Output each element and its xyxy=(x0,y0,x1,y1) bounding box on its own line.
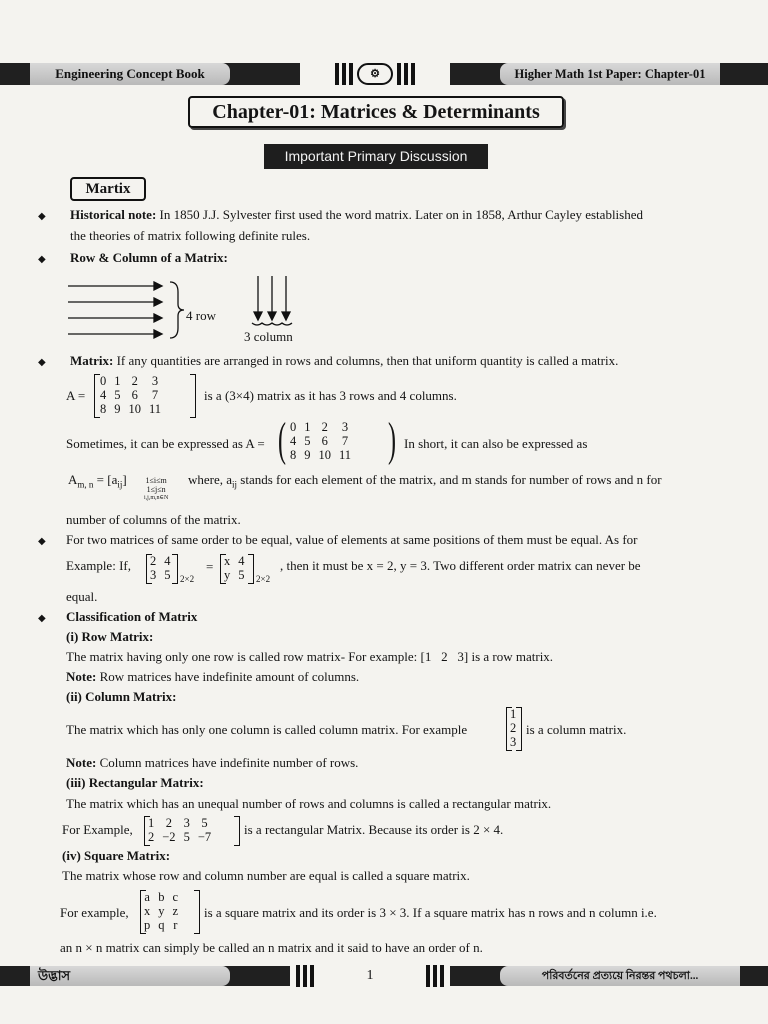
square-suffix: is a square matrix and its order is 3 × 3. If a square matrix has n rows and n column i.e. xyxy=(204,905,657,920)
historical-line2: the theories of matrix following definite rules. xyxy=(70,228,311,243)
footer-tagline: পরিবর্তনের প্রত্যয়ে নিরন্তর পথচলা... xyxy=(500,966,740,986)
header-chapter: Higher Math 1st Paper: Chapter-01 xyxy=(500,63,720,85)
section-label: Martix xyxy=(70,177,146,201)
matrix-lhs: A = xyxy=(66,388,86,403)
gear-icon: ⚙ xyxy=(357,63,393,85)
header-logo xyxy=(300,60,450,88)
row-matrix-text: The matrix having only one row is called row matrix- For example: [1 2 3] is a row matrix. xyxy=(66,649,554,664)
column-matrix-suffix: is a column matrix. xyxy=(526,722,627,737)
bracket-right xyxy=(194,890,200,934)
column-label: 3 column xyxy=(244,329,293,344)
rectangular-suffix: is a rectangular Matrix. Because its order is 2 × 4. xyxy=(244,822,504,837)
bracket-right xyxy=(190,374,196,418)
rows-columns-text: number of columns of the matrix. xyxy=(66,512,241,527)
row-matrix-note: Note: Row matrices have indefinite amount of columns. xyxy=(66,669,360,684)
matrix-definition: Matrix: If any quantities are arranged in rows and columns, then that uniform quantity is called a matrix. xyxy=(70,353,619,368)
square-prefix: For example, xyxy=(60,905,129,920)
square-matrix-example: a b c x y z p q r xyxy=(144,890,179,932)
column-matrix-title: (ii) Column Matrix: xyxy=(66,689,177,704)
row-matrix-title: (i) Row Matrix: xyxy=(66,629,154,644)
rectangular-prefix: For Example, xyxy=(62,822,133,837)
paren-left: ( xyxy=(277,413,286,466)
footer-brand: উদ্ভাস xyxy=(38,968,71,983)
bullet-icon: ◆ xyxy=(38,357,46,368)
equals-sign: = xyxy=(206,559,214,574)
equality-end: equal. xyxy=(66,589,98,604)
rectangular-matrix-example: 1 2 3 5 2 −2 5 −7 xyxy=(148,816,212,844)
sometimes-text: Sometimes, it can be expressed as A = xyxy=(66,436,265,451)
bullet-icon: ◆ xyxy=(38,211,46,222)
matrix-a-description: is a (3×4) matrix as it has 3 rows and 4 columns. xyxy=(204,388,457,403)
short-text: In short, it can also be expressed as xyxy=(404,436,588,451)
where-text: where, $a_{ij}$ stands for each element of the matrix, and m stands for number of rows and n for xyxy=(188,472,662,490)
square-line2: an n × n matrix can simply be called an n matrix and it said to have an order of n. xyxy=(60,940,483,955)
equality-line1: For two matrices of same order to be equal, value of elements at same positions of them must be equal. As for xyxy=(66,532,638,547)
equality-example-prefix: Example: If, xyxy=(66,558,131,573)
page-number: 1 xyxy=(366,968,374,983)
example-matrix-1: 2 4 3 5 xyxy=(150,554,171,582)
bullet-icon: ◆ xyxy=(38,254,46,265)
bracket-right xyxy=(234,816,240,846)
bullet-icon: ◆ xyxy=(38,613,46,624)
square-matrix-text: The matrix whose row and column number are equal is called a square matrix. xyxy=(62,868,470,883)
order-subscript: 2×2 xyxy=(256,574,271,584)
rectangular-matrix-text: The matrix which has an unequal number of rows and columns is called a rectangular matrix. xyxy=(66,796,552,811)
paren-right: ) xyxy=(387,413,396,466)
rectangular-matrix-title: (iii) Rectangular Matrix: xyxy=(66,775,204,790)
classification-heading: Classification of Matrix xyxy=(66,609,198,624)
square-matrix-title: (iv) Square Matrix: xyxy=(62,848,171,863)
row-label: 4 row xyxy=(186,308,216,323)
equality-result: , then it must be x = 2, y = 3. Two different order matrix can never be xyxy=(280,558,641,573)
footer-page-area xyxy=(290,963,450,989)
header-book-title: Engineering Concept Book xyxy=(30,63,230,85)
index-conditions: 1≤i≤m 1≤j≤n i,j,m,n∈N xyxy=(144,476,169,501)
example-matrix-2: x 4 y 5 xyxy=(224,554,245,582)
bracket-right xyxy=(516,707,522,751)
section-banner: Important Primary Discussion xyxy=(264,144,488,169)
chapter-title: Chapter-01: Matrices & Determinants xyxy=(188,96,564,128)
column-matrix-text: The matrix which has only one column is called column matrix. For example xyxy=(66,722,468,737)
rowcol-heading: Row & Column of a Matrix: xyxy=(70,250,228,265)
bullet-icon: ◆ xyxy=(38,536,46,547)
matrix-a-paren: 0 1 2 3 4 5 6 7 8 9 10 11 xyxy=(290,420,352,462)
order-subscript: 2×2 xyxy=(180,574,195,584)
column-matrix-example: 1 2 3 xyxy=(510,707,517,749)
historical-line1: Historical note: In 1850 J.J. Sylvester first used the word matrix. Later on in 1858, Arthur Cayley established xyxy=(70,207,643,222)
bracket-right xyxy=(248,554,254,584)
column-matrix-note: Note: Column matrices have indefinite number of rows. xyxy=(66,755,359,770)
bracket-right xyxy=(172,554,178,584)
matrix-a: 0 1 2 3 4 5 6 7 8 9 10 11 xyxy=(100,374,162,416)
amn-notation: $A_{m, n} = [a_{ij}]$ xyxy=(68,472,127,490)
